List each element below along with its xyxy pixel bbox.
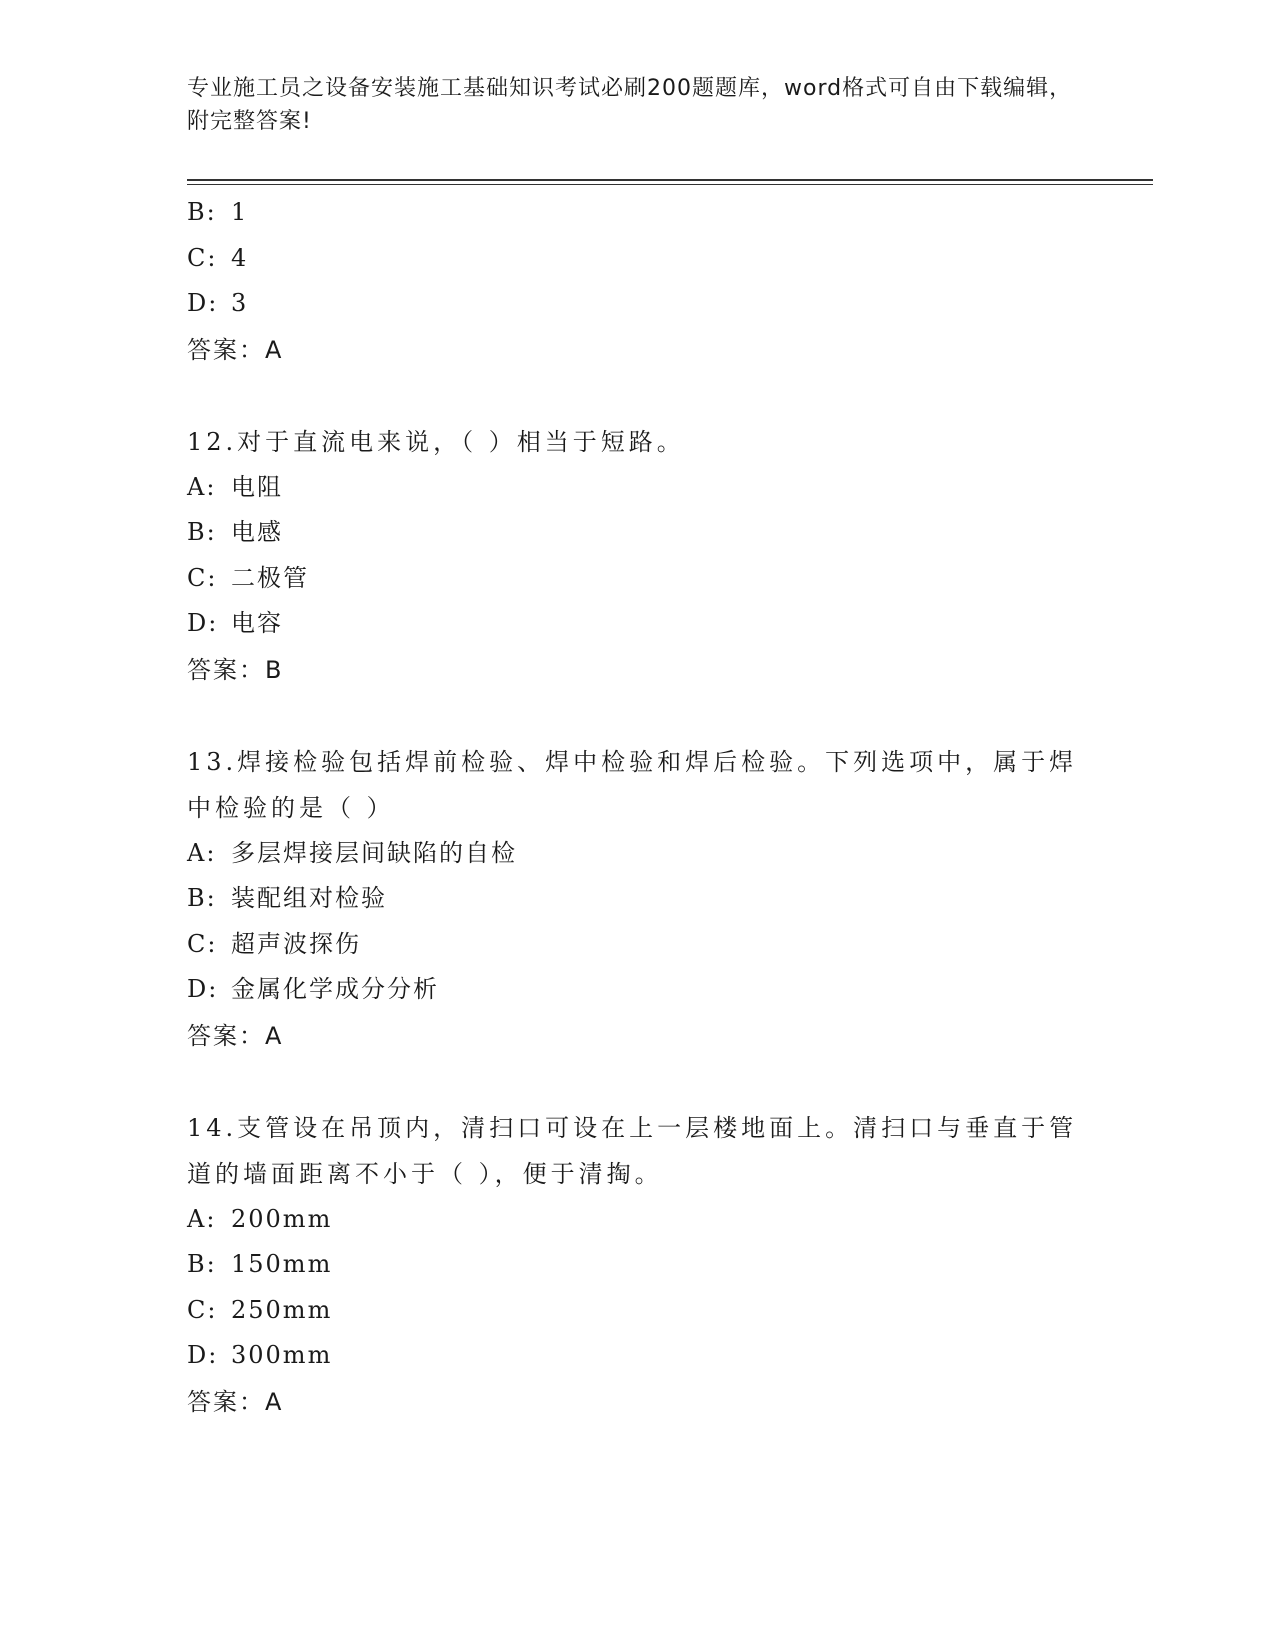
option-letter: D: (187, 1341, 219, 1369)
option-letter: A: (187, 472, 217, 501)
option-letter: C: (187, 563, 218, 592)
option-text: 二极管 (231, 563, 309, 592)
document-header-title: 专业施工员之设备安装施工基础知识考试必刷200题题库，word格式可自由下载编辑，附完整答案! (187, 76, 1073, 134)
option-letter: D: (187, 289, 219, 317)
option-b (187, 876, 1087, 922)
option-letter: B: (187, 518, 217, 546)
option-letter: A: (187, 1204, 217, 1233)
option-text: 电容 (231, 609, 283, 637)
question-content (187, 190, 1087, 1425)
option-letter: C: (187, 929, 218, 958)
option-text: 4 (231, 243, 249, 272)
option-text: 1 (231, 198, 249, 226)
option-d (187, 601, 1087, 647)
option-c (187, 922, 1087, 968)
option-c (187, 1288, 1087, 1334)
option-text: 装配组对检验 (231, 884, 387, 912)
answer-line: 答案：A (187, 1021, 284, 1050)
option-a (187, 831, 1087, 877)
option-letter: C: (187, 243, 218, 272)
answer-line: 答案：B (187, 655, 284, 684)
question-14 (187, 1105, 1087, 1425)
option-c (187, 556, 1087, 602)
option-letter: B: (187, 1250, 217, 1278)
option-text: 金属化学成分分析 (231, 975, 439, 1003)
option-d (187, 281, 1087, 327)
option-b (187, 190, 1087, 236)
option-text: 电阻 (231, 472, 283, 501)
option-text: 电感 (231, 518, 283, 546)
answer-line: 答案：A (187, 1387, 284, 1416)
spacer (187, 693, 1087, 739)
option-letter: B: (187, 884, 217, 912)
question-12 (187, 419, 1087, 693)
header-divider-thin (187, 184, 1153, 185)
spacer (187, 373, 1087, 419)
option-letter: D: (187, 975, 219, 1003)
option-text: 超声波探伤 (231, 929, 361, 958)
option-letter: C: (187, 1295, 218, 1324)
option-a (187, 465, 1087, 511)
option-text: 3 (231, 289, 249, 317)
option-text: 300mm (231, 1341, 333, 1369)
option-b (187, 510, 1087, 556)
option-c (187, 236, 1087, 282)
option-d (187, 1333, 1087, 1379)
option-letter: D: (187, 609, 219, 637)
spacer (187, 1059, 1087, 1105)
question-text: 14.支管设在吊顶内，清扫口可设在上一层楼地面上。清扫口与垂直于管道的墙面距离不小于（ ），便于清掏。 (187, 1113, 1078, 1188)
option-a (187, 1197, 1087, 1243)
option-letter: A: (187, 838, 217, 867)
option-text: 多层焊接层间缺陷的自检 (231, 838, 517, 867)
option-b (187, 1242, 1087, 1288)
question-11-continued (187, 190, 1087, 373)
option-text: 150mm (231, 1250, 333, 1278)
answer-line: 答案：A (187, 335, 284, 364)
option-text: 200mm (231, 1204, 333, 1233)
header-divider-thick (187, 179, 1153, 181)
option-d (187, 967, 1087, 1013)
question-13 (187, 739, 1087, 1059)
question-text: 13.焊接检验包括焊前检验、焊中检验和焊后检验。下列选项中，属于焊中检验的是（ ） (187, 747, 1078, 822)
option-letter: B: (187, 198, 217, 226)
option-text: 250mm (231, 1295, 333, 1324)
question-text: 12.对于直流电来说，（ ）相当于短路。 (187, 427, 685, 456)
